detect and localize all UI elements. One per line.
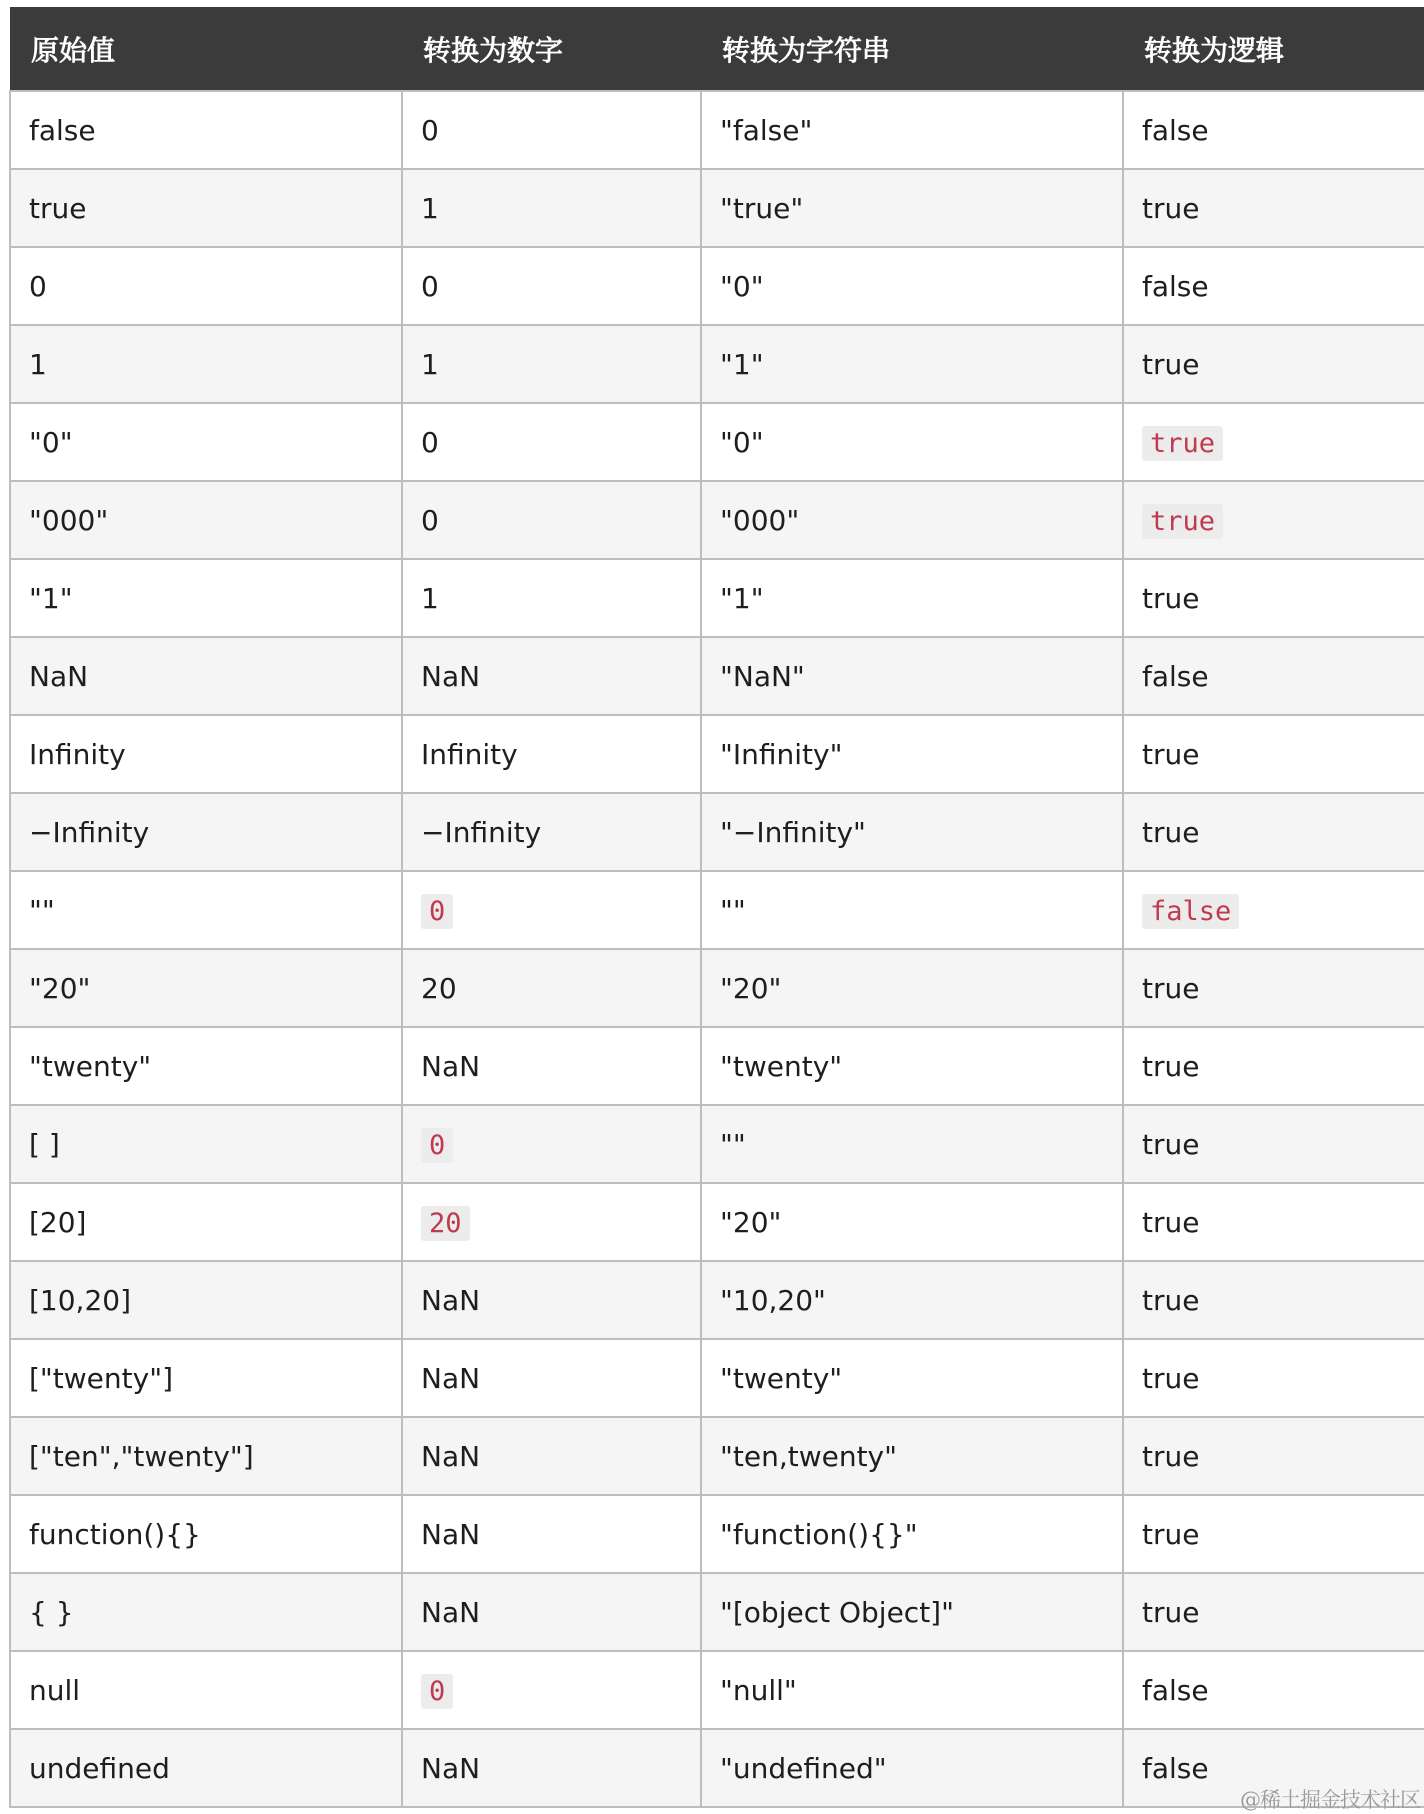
to-string-cell: "10,20" bbox=[701, 1261, 1123, 1339]
to-boolean-cell: true bbox=[1123, 1573, 1424, 1651]
to-number-cell: NaN bbox=[402, 637, 701, 715]
to-string-cell: "[object Object]" bbox=[701, 1573, 1123, 1651]
original-value-cell: function(){} bbox=[10, 1495, 402, 1573]
to-boolean-cell: true bbox=[1123, 1495, 1424, 1573]
table-row bbox=[10, 1027, 1424, 1105]
inline-code-value: false bbox=[1142, 894, 1239, 929]
to-string-cell: "" bbox=[701, 871, 1123, 949]
to-string-cell: "ten,twenty" bbox=[701, 1417, 1123, 1495]
to-string-cell: "20" bbox=[701, 949, 1123, 1027]
table-row bbox=[10, 169, 1424, 247]
to-string-cell: "000" bbox=[701, 481, 1123, 559]
to-boolean-cell bbox=[1123, 871, 1424, 949]
table-row bbox=[10, 637, 1424, 715]
original-value-cell: [10,20] bbox=[10, 1261, 402, 1339]
table-row bbox=[10, 1417, 1424, 1495]
to-string-cell: "" bbox=[701, 1105, 1123, 1183]
original-value-cell: −Infinity bbox=[10, 793, 402, 871]
to-string-cell: "NaN" bbox=[701, 637, 1123, 715]
header-to-boolean: 转换为逻辑 bbox=[1123, 7, 1424, 91]
to-string-cell: "1" bbox=[701, 559, 1123, 637]
to-number-cell: 1 bbox=[402, 169, 701, 247]
to-string-cell: "1" bbox=[701, 325, 1123, 403]
to-number-cell: −Infinity bbox=[402, 793, 701, 871]
to-boolean-cell: false bbox=[1123, 637, 1424, 715]
original-value-cell: true bbox=[10, 169, 402, 247]
table-row bbox=[10, 715, 1424, 793]
original-value-cell: [20] bbox=[10, 1183, 402, 1261]
to-boolean-cell: true bbox=[1123, 325, 1424, 403]
original-value-cell: 0 bbox=[10, 247, 402, 325]
original-value-cell: undefined bbox=[10, 1729, 402, 1807]
to-string-cell: "20" bbox=[701, 1183, 1123, 1261]
table-row bbox=[10, 1573, 1424, 1651]
table-row bbox=[10, 403, 1424, 481]
table-row bbox=[10, 91, 1424, 169]
table-row bbox=[10, 325, 1424, 403]
to-number-cell: 0 bbox=[402, 481, 701, 559]
to-boolean-cell bbox=[1123, 403, 1424, 481]
table-row bbox=[10, 1183, 1424, 1261]
to-string-cell: "undefined" bbox=[701, 1729, 1123, 1807]
to-boolean-cell: true bbox=[1123, 1417, 1424, 1495]
to-string-cell: "true" bbox=[701, 169, 1123, 247]
original-value-cell: "0" bbox=[10, 403, 402, 481]
to-number-cell: NaN bbox=[402, 1573, 701, 1651]
table-row bbox=[10, 559, 1424, 637]
to-boolean-cell: true bbox=[1123, 559, 1424, 637]
to-boolean-cell: true bbox=[1123, 793, 1424, 871]
to-number-cell: NaN bbox=[402, 1729, 701, 1807]
header-to-string: 转换为字符串 bbox=[701, 7, 1123, 91]
table-header bbox=[10, 7, 1424, 91]
to-string-cell: "false" bbox=[701, 91, 1123, 169]
to-string-cell: "0" bbox=[701, 403, 1123, 481]
inline-code-value: 20 bbox=[421, 1206, 470, 1241]
to-boolean-cell: true bbox=[1123, 1339, 1424, 1417]
to-boolean-cell: true bbox=[1123, 949, 1424, 1027]
to-boolean-cell: true bbox=[1123, 1027, 1424, 1105]
original-value-cell: NaN bbox=[10, 637, 402, 715]
to-number-cell bbox=[402, 1651, 701, 1729]
table-row bbox=[10, 793, 1424, 871]
original-value-cell: [ ] bbox=[10, 1105, 402, 1183]
to-boolean-cell: false bbox=[1123, 247, 1424, 325]
header-to-number: 转换为数字 bbox=[402, 7, 701, 91]
to-boolean-cell bbox=[1123, 481, 1424, 559]
table-row bbox=[10, 1651, 1424, 1729]
header-row bbox=[10, 7, 1424, 91]
to-number-cell bbox=[402, 1183, 701, 1261]
original-value-cell: ["ten","twenty"] bbox=[10, 1417, 402, 1495]
original-value-cell: "1" bbox=[10, 559, 402, 637]
original-value-cell: "" bbox=[10, 871, 402, 949]
table-row bbox=[10, 1729, 1424, 1807]
to-boolean-cell: true bbox=[1123, 169, 1424, 247]
to-number-cell: NaN bbox=[402, 1027, 701, 1105]
to-boolean-cell: false bbox=[1123, 91, 1424, 169]
to-number-cell: 0 bbox=[402, 247, 701, 325]
table-row bbox=[10, 1261, 1424, 1339]
original-value-cell: 1 bbox=[10, 325, 402, 403]
to-string-cell: "function(){}" bbox=[701, 1495, 1123, 1573]
to-number-cell: 1 bbox=[402, 325, 701, 403]
to-number-cell bbox=[402, 1105, 701, 1183]
to-number-cell: 1 bbox=[402, 559, 701, 637]
original-value-cell: "twenty" bbox=[10, 1027, 402, 1105]
table-row bbox=[10, 871, 1424, 949]
to-boolean-cell: false bbox=[1123, 1651, 1424, 1729]
inline-code-value: true bbox=[1142, 426, 1223, 461]
to-number-cell: Infinity bbox=[402, 715, 701, 793]
table-row bbox=[10, 247, 1424, 325]
inline-code-value: 0 bbox=[421, 894, 453, 929]
table-row bbox=[10, 481, 1424, 559]
to-string-cell: "−Infinity" bbox=[701, 793, 1123, 871]
inline-code-value: 0 bbox=[421, 1128, 453, 1163]
watermark: @稀土掘金技术社区 bbox=[1240, 1788, 1420, 1812]
inline-code-value: true bbox=[1142, 504, 1223, 539]
original-value-cell: Infinity bbox=[10, 715, 402, 793]
to-number-cell: NaN bbox=[402, 1339, 701, 1417]
to-number-cell: 20 bbox=[402, 949, 701, 1027]
original-value-cell: ["twenty"] bbox=[10, 1339, 402, 1417]
to-string-cell: "twenty" bbox=[701, 1339, 1123, 1417]
table-row bbox=[10, 1495, 1424, 1573]
to-number-cell: NaN bbox=[402, 1495, 701, 1573]
original-value-cell: null bbox=[10, 1651, 402, 1729]
original-value-cell: { } bbox=[10, 1573, 402, 1651]
to-number-cell: 0 bbox=[402, 403, 701, 481]
to-string-cell: "null" bbox=[701, 1651, 1123, 1729]
inline-code-value: 0 bbox=[421, 1674, 453, 1709]
table-row bbox=[10, 1339, 1424, 1417]
original-value-cell: "000" bbox=[10, 481, 402, 559]
to-string-cell: "twenty" bbox=[701, 1027, 1123, 1105]
conversion-table bbox=[9, 7, 1424, 1808]
to-boolean-cell: true bbox=[1123, 1183, 1424, 1261]
original-value-cell: "20" bbox=[10, 949, 402, 1027]
to-number-cell: NaN bbox=[402, 1417, 701, 1495]
to-string-cell: "Infinity" bbox=[701, 715, 1123, 793]
to-boolean-cell: true bbox=[1123, 1261, 1424, 1339]
original-value-cell: false bbox=[10, 91, 402, 169]
to-number-cell: NaN bbox=[402, 1261, 701, 1339]
table-row bbox=[10, 949, 1424, 1027]
to-string-cell: "0" bbox=[701, 247, 1123, 325]
table-row bbox=[10, 1105, 1424, 1183]
to-boolean-cell: false bbox=[1123, 1729, 1424, 1807]
table-body bbox=[10, 91, 1424, 1807]
header-original-value: 原始值 bbox=[10, 7, 402, 91]
to-number-cell: 0 bbox=[402, 91, 701, 169]
to-boolean-cell: true bbox=[1123, 715, 1424, 793]
to-boolean-cell: true bbox=[1123, 1105, 1424, 1183]
to-number-cell bbox=[402, 871, 701, 949]
